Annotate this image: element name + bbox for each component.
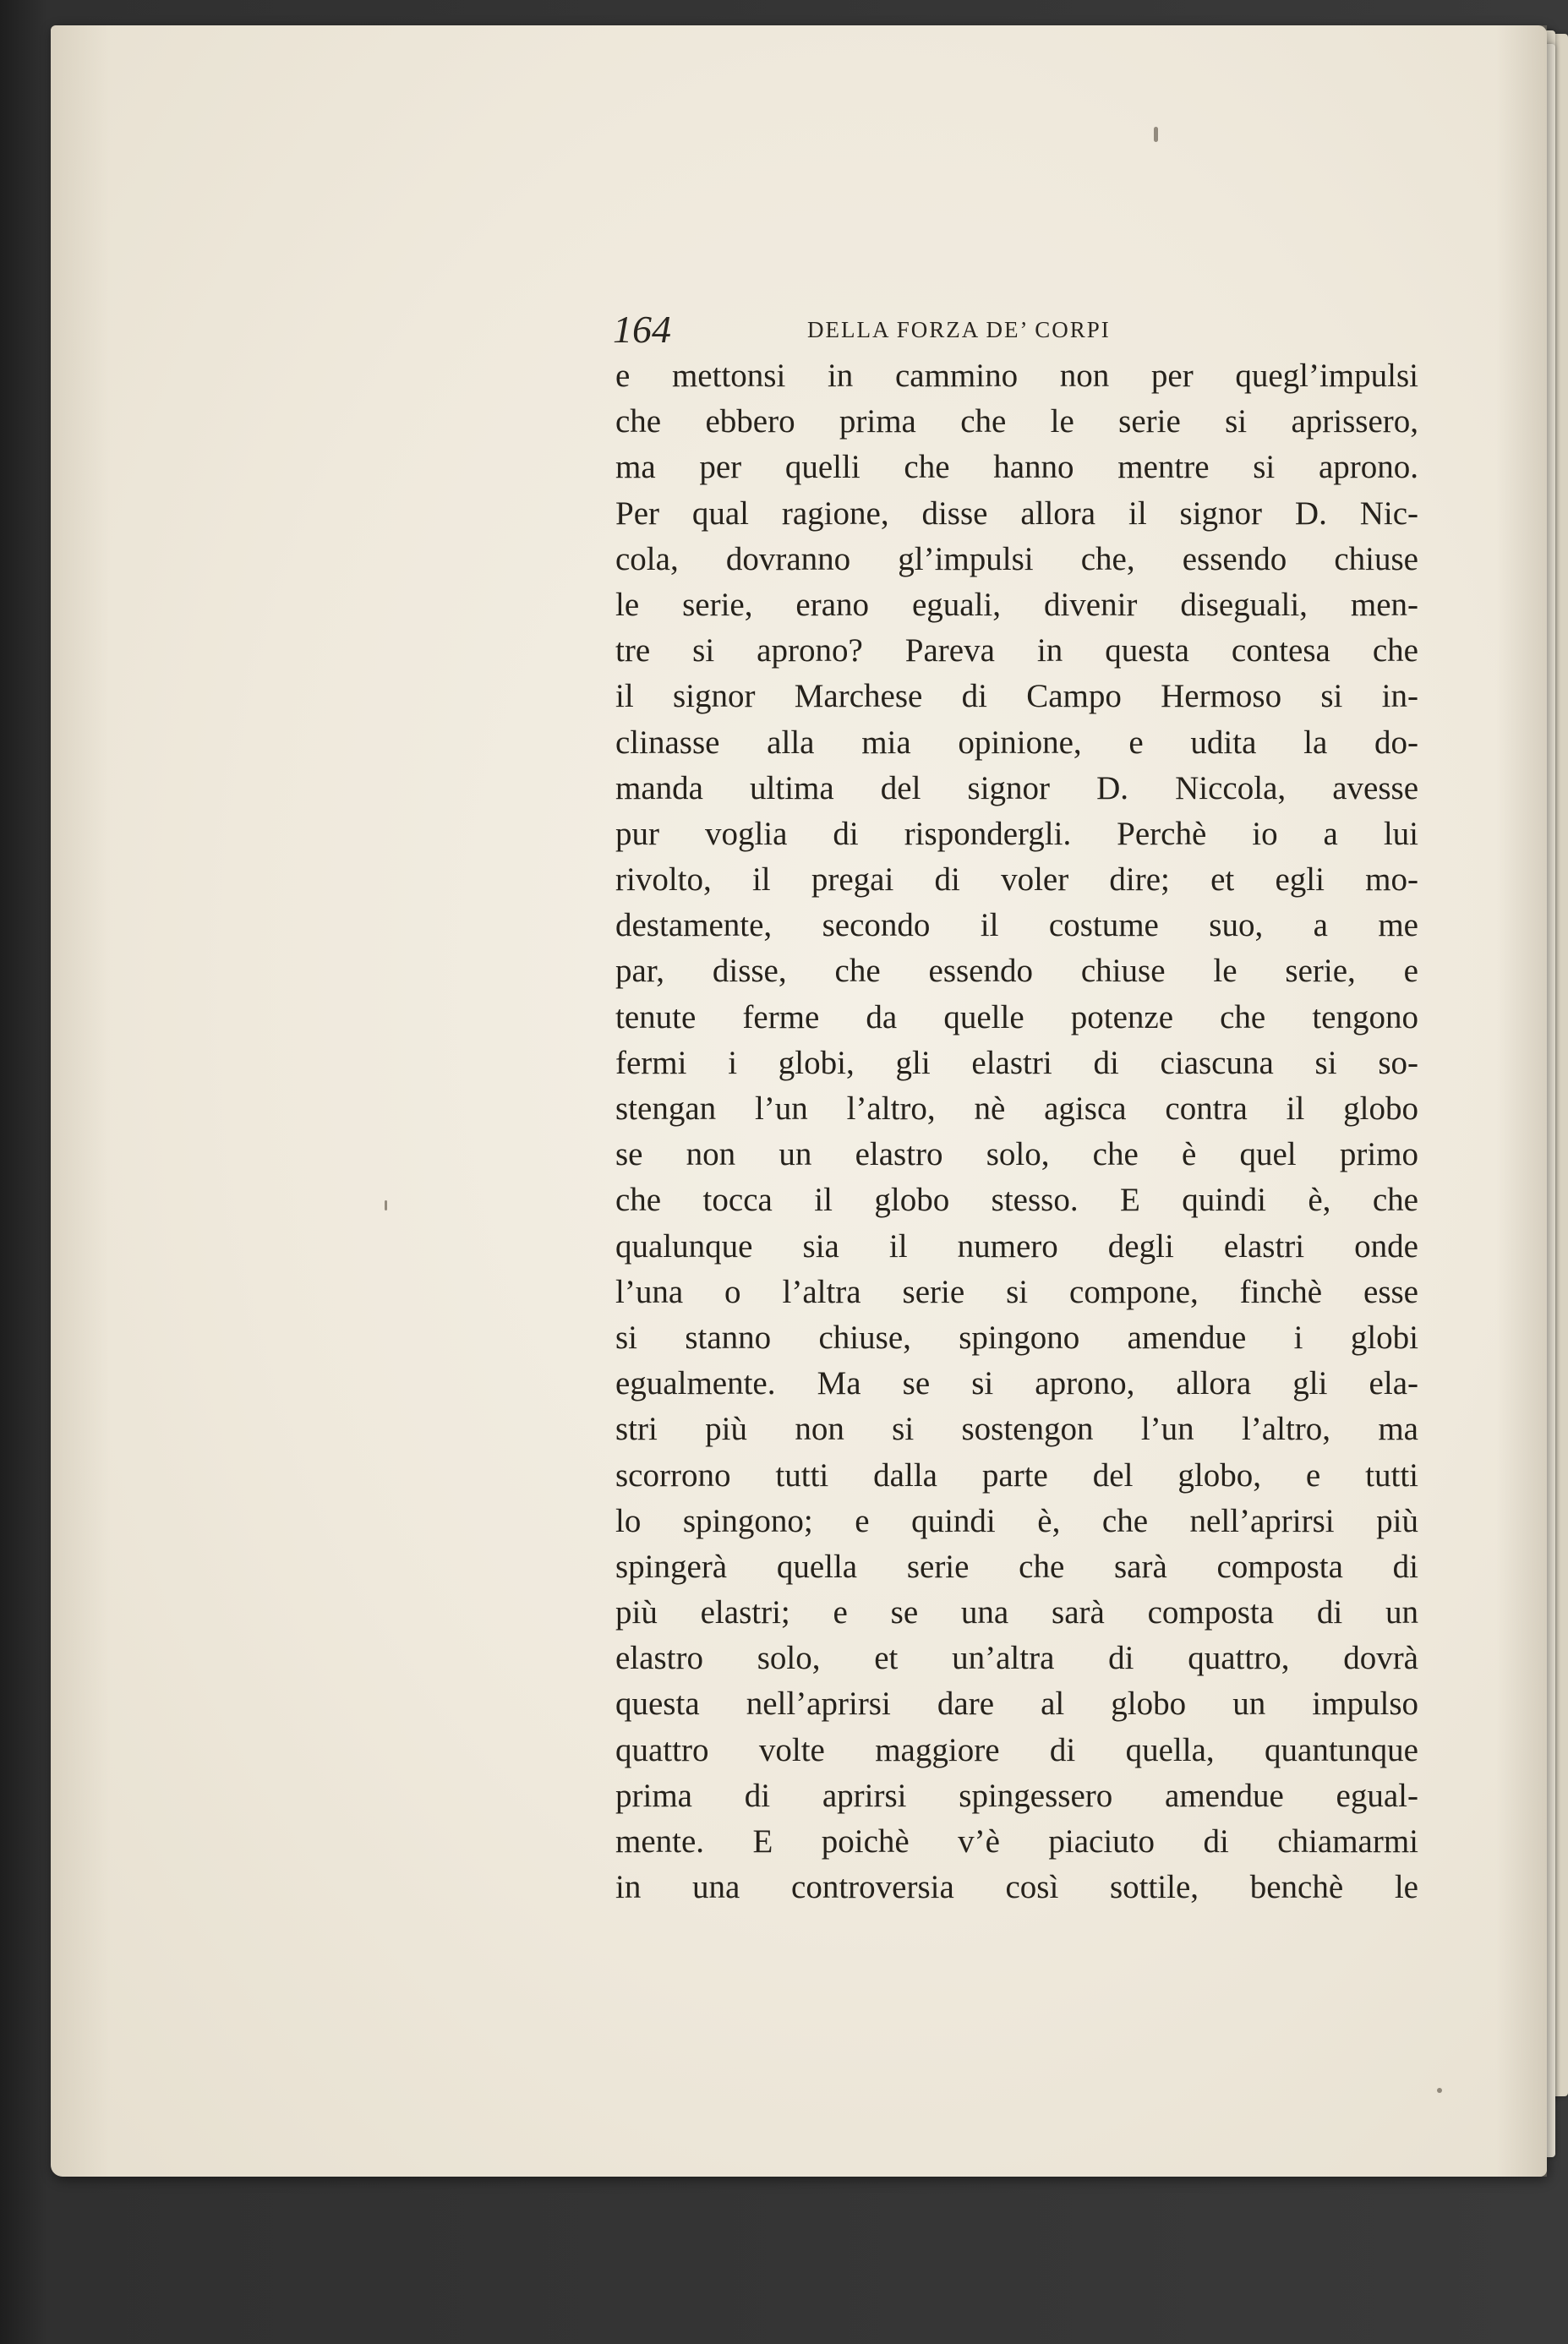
text-line: manda ultima del signor D. Niccola, avesse [615,769,1418,806]
text-line: in una controversia così sottile, benchè le [615,1869,1418,1906]
text-line: elastro solo, et un’altra di quattro, dovrà [615,1640,1418,1677]
text-line: se non un elastro solo, che è quel primo [615,1136,1418,1173]
text-line: prima di aprirsi spingessero amendue egual- [615,1777,1418,1814]
text-line: qualunque sia il numero degli elastri onde [615,1227,1418,1265]
paper-speck [1437,2088,1442,2093]
running-title: DELLA FORZA DE’ CORPI [807,317,1111,342]
text-line: ma per quelli che hanno mentre si aprono. [615,449,1418,486]
text-line: l’una o l’altra serie si compone, finchè esse [615,1273,1418,1310]
text-line: che ebbero prima che le serie si aprissero, [615,403,1418,440]
text-line: cola, dovranno gl’impulsi che, essendo chiuse [615,540,1418,577]
text-line: mente. E poichè v’è piaciuto di chiamarmi [615,1823,1418,1860]
text-line: le serie, erano eguali, divenir diseguali, men- [615,586,1418,623]
text-line: par, disse, che essendo chiuse le serie, e [615,953,1418,990]
running-head [613,304,1412,355]
text-line: pur voglia di rispondergli. Perchè io a lui [615,815,1418,852]
body-text [615,353,1418,1910]
paper-speck [1154,127,1158,142]
text-line: questa nell’aprirsi dare al globo un impulso [615,1686,1418,1723]
text-line: più elastri; e se una sarà composta di un [615,1594,1418,1631]
text-line: clinasse alla mia opinione, e udita la do- [615,724,1418,761]
text-line: egualmente. Ma se si aprono, allora gli ela- [615,1365,1418,1402]
text-line: il signor Marchese di Campo Hermoso si in- [615,678,1418,715]
text-line: e mettonsi in cammino non per quegl’impulsi [615,358,1418,394]
text-line: si stanno chiuse, spingono amendue i globi [615,1319,1418,1356]
text-line: stri più non si sostengon l’un l’altro, ma [615,1411,1418,1448]
paper-speck [385,1200,387,1210]
text-line: destamente, secondo il costume suo, a me [615,907,1418,944]
text-line: fermi i globi, gli elastri di ciascuna si so- [615,1044,1418,1081]
text-line: Per qual ragione, disse allora il signor D. Nic- [615,494,1418,532]
text-line: quattro volte maggiore di quella, quantunque [615,1731,1418,1768]
text-line: scorrono tutti dalla parte del globo, e tutti [615,1456,1418,1494]
text-line: tenute ferme da quelle potenze che tengono [615,998,1418,1035]
text-line: lo spingono; e quindi è, che nell’aprirsi più [615,1502,1418,1539]
text-line: che tocca il globo stesso. E quindi è, che [615,1182,1418,1219]
text-line: tre si aprono? Pareva in questa contesa che [615,632,1418,669]
text-line: rivolto, il pregai di voler dire; et egli mo- [615,861,1418,899]
text-line: stengan l’un l’altro, nè agisca contra il globo [615,1090,1418,1127]
text-line: spingerà quella serie che sarà composta di [615,1548,1418,1585]
page-number: 164 [613,308,671,351]
